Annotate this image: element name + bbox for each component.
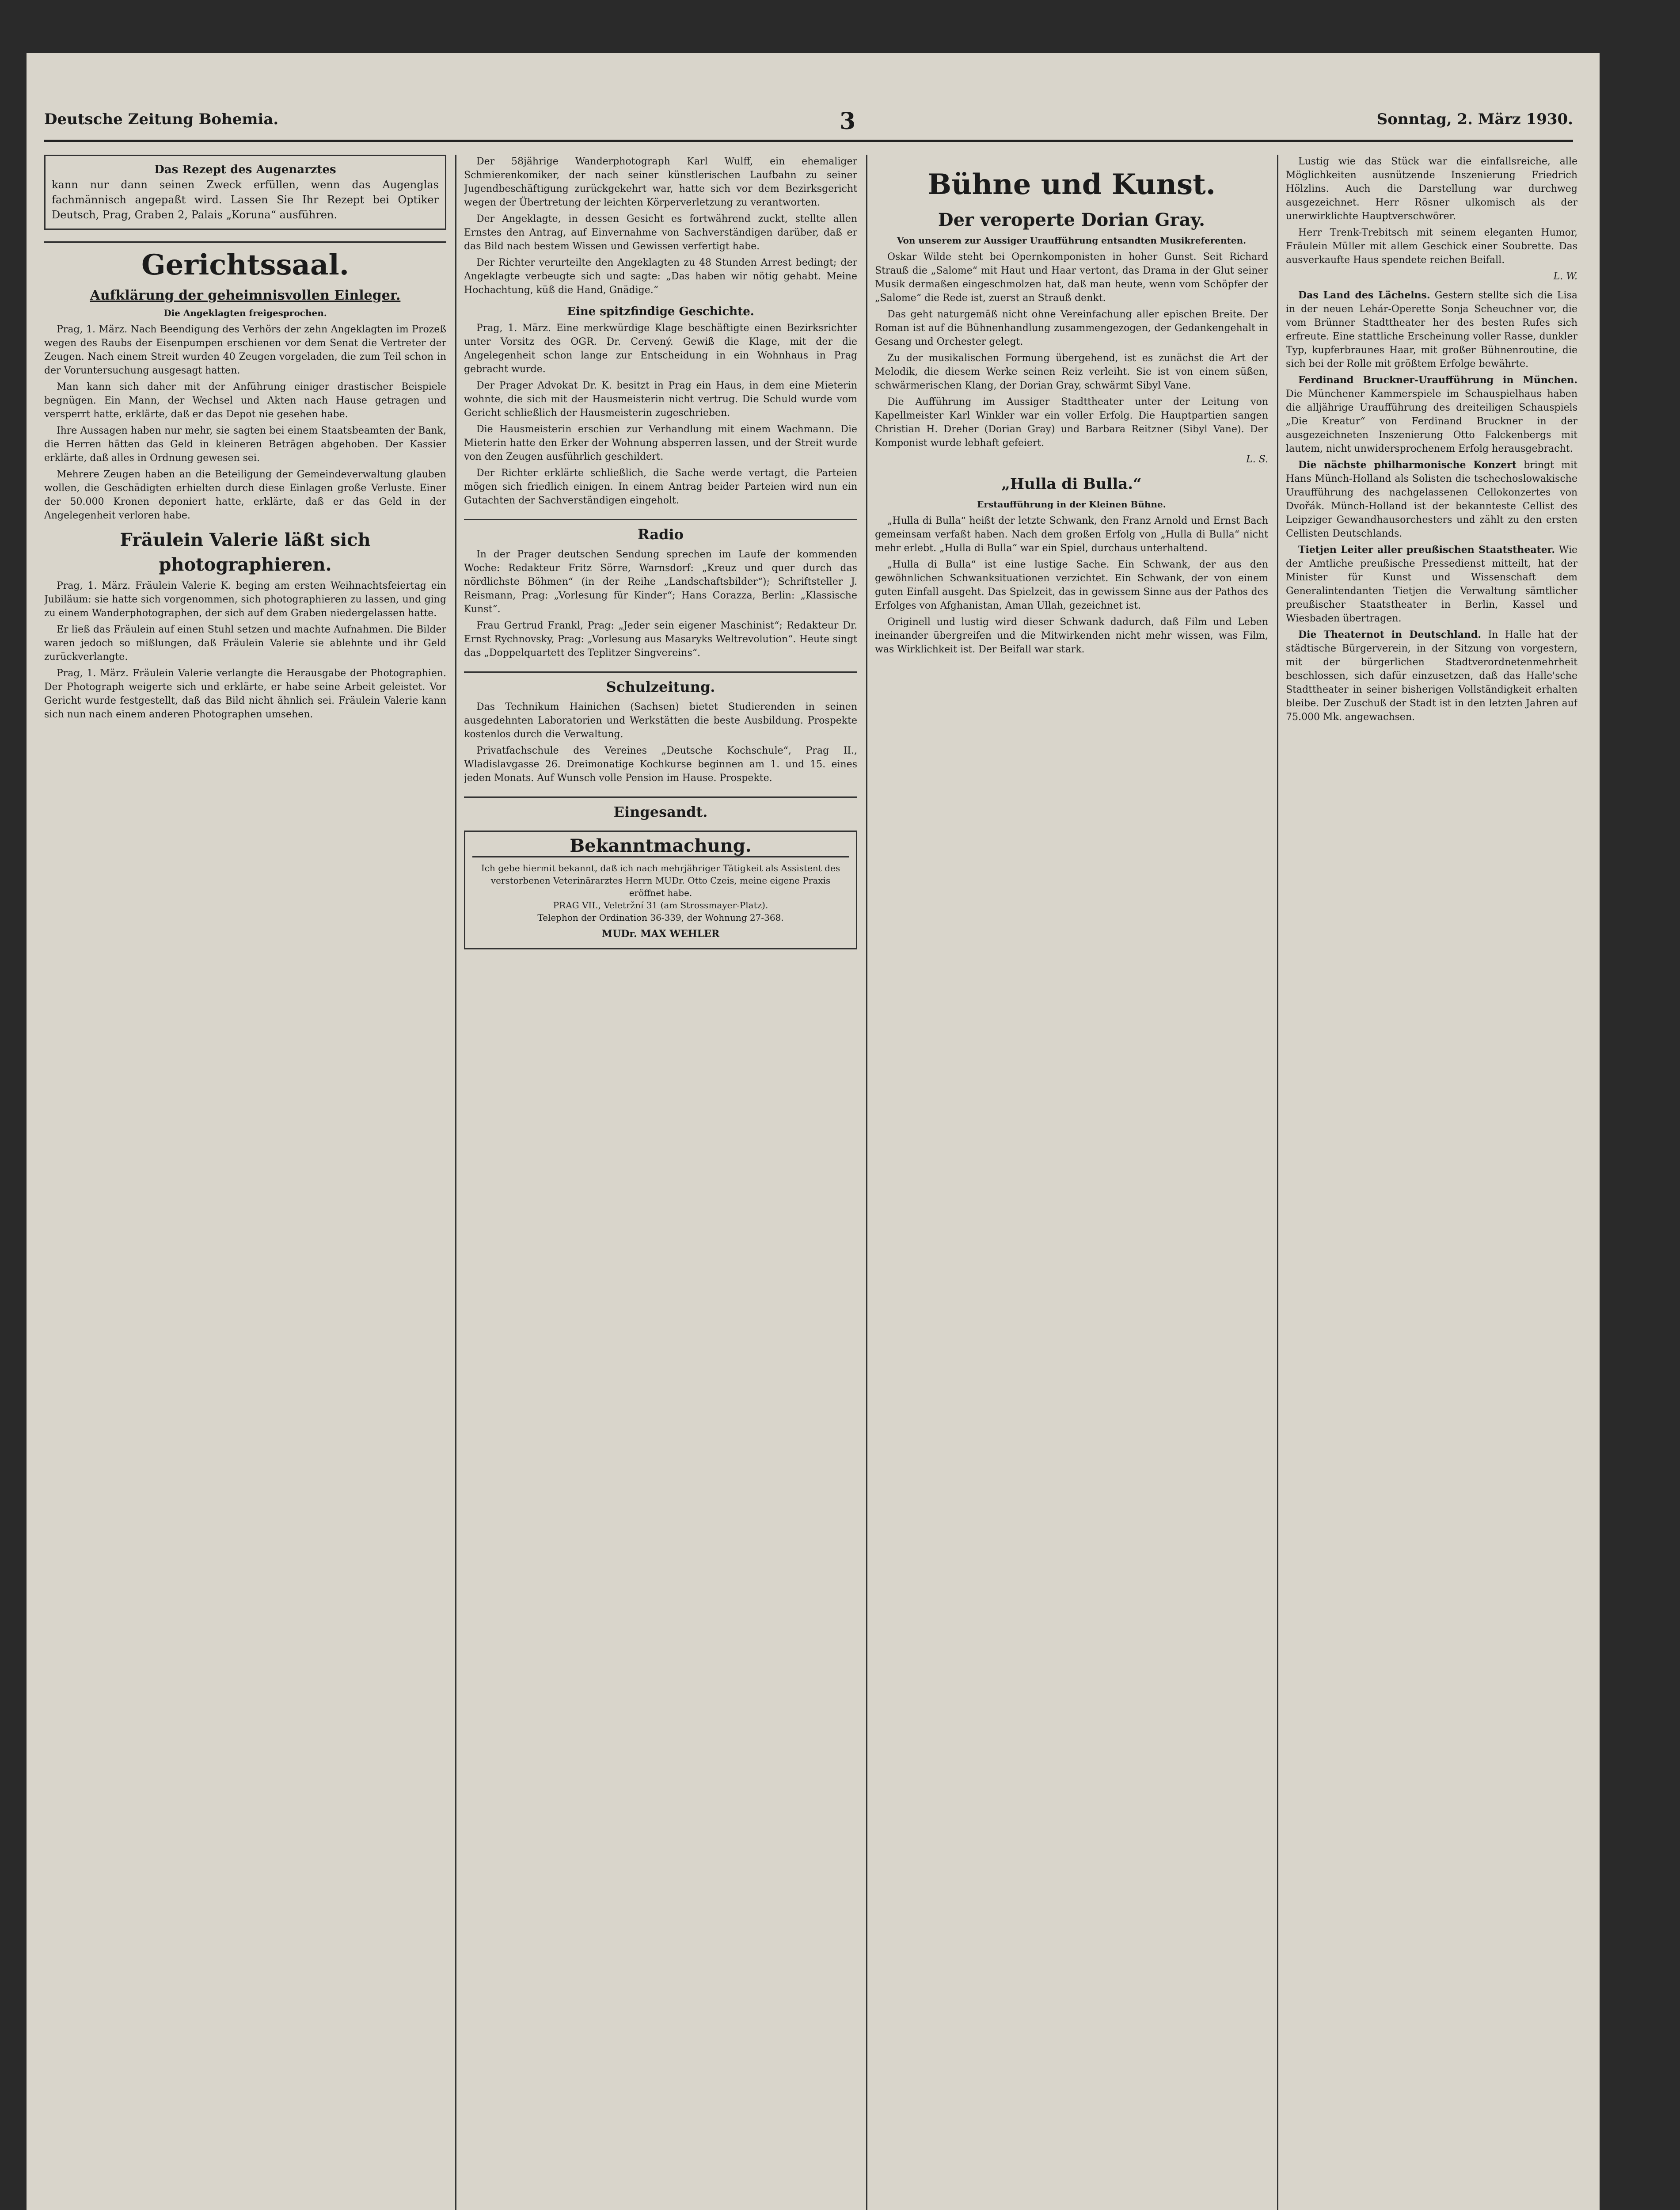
notice-text: kann nur dann seinen Zweck erfüllen, wenn das Augenglas fachmännisch angepaßt wird. Lassen Sie Ihr Rezept bei Optiker Deutsch, Prag, Graben 2, Palais „Koruna“ ausführen. xyxy=(52,179,439,221)
note-lead: Die Theaternot in Deutschland. xyxy=(1298,629,1482,640)
article-paragraph: Der 58jährige Wanderphotograph Karl Wulff, ein ehemaliger Schmierenkomiker, der nach seiner künstlerischen Laufbahn zu seiner Jugendbeschäftigung zurückgekehrt war, hatte sich vor dem Bezirksgericht wegen der Übertretung der leichten Körperverletzung zu verantworten. xyxy=(464,156,857,208)
article-subhead: Die Angeklagten freigesprochen. xyxy=(163,308,327,318)
column-3 xyxy=(875,155,1268,2210)
note-lead: Das Land des Lächelns. xyxy=(1298,290,1430,301)
article-subhead: Von unserem zur Aussiger Uraufführung entsandten Musikreferenten. xyxy=(897,235,1247,246)
note-text: bringt mit Hans Münch-Holland als Solisten die tschechoslowakische Uraufführung des nachgelassenen Cellokonzertes von Dvořák. Münch-Holland ist der bekannteste Cellist des Leipziger Gewandhausorchesters und zählt zu den ersten Cellisten Deutschlands. xyxy=(1286,460,1577,539)
ad-text: Ich gebe hiermit bekannt, daß ich nach mehrjähriger Tätigkeit als Assistent des verstorbenen Veterinärarztes Herrn MUDr. Otto Czeis, meine eigene Praxis eröffnet habe. xyxy=(481,863,840,898)
note-text: Gestern stellte sich die Lisa in der neuen Lehár-Operette Sonja Scheuchner vor, die vom Brünner Stadttheater her des besten Rufes sich erfreute. Eine stattliche Erscheinung voller Rasse, dunkler Typ, kupferbraunes Haar, mit großer Bühnenroutine, die sich bei der Rolle mit größtem Erfolge bewährte. xyxy=(1286,290,1577,370)
header-rule xyxy=(44,140,1573,142)
page-header xyxy=(44,110,1573,137)
article-paragraph: Prag, 1. März. Fräulein Valerie verlangte die Herausgabe der Photographien. Der Photograph weigerte sich und erklärte, er habe seine Arbeit geleistet. Vor Gericht wurde festgestellt, daß das Bild nicht ähnlich sei. Fräulein Valerie kann sich nun nach einem anderen Photographen umsehen. xyxy=(44,668,446,720)
article-paragraph: Originell und lustig wird dieser Schwank dadurch, daß Film und Leben ineinander übergreifen und die Mitwirkenden nicht mehr wissen, was Film, was Wirklichkeit ist. Der Beifall war stark. xyxy=(875,617,1268,655)
article-paragraph: Herr Trenk-Trebitsch mit seinem eleganten Humor, Fräulein Müller mit allem Geschick einer Soubrette. Das ausverkaufte Haus spendete reichen Beifall. xyxy=(1286,227,1577,266)
column-4 xyxy=(1286,155,1577,2210)
note-text: In Halle hat der städtische Bürgerverein, in der Sitzung von vorgestern, mit der bürgerlichen Stadtverordnetenmehrheit beschlossen, sich dafür einzusetzen, daß das Halle'sche Stadttheater in seiner bisherigen Vollständigkeit erhalten bleibe. Der Zuschuß der Stadt ist in den letzten Jahren auf 75.000 Mk. angewachsen. xyxy=(1286,629,1577,723)
article-paragraph: Der Richter verurteilte den Angeklagten zu 48 Stunden Arrest bedingt; der Angeklagte verbeugte sich und sagte: „Das haben wir nötig gehabt. Meine Hochachtung, küß die Hand, Gnädige.“ xyxy=(464,257,857,296)
newspaper-page xyxy=(27,53,1600,2210)
article-paragraph: Das geht naturgemäß nicht ohne Vereinfachung aller epischen Breite. Der Roman ist auf die Bühnenhandlung zusammengezogen, der Gedankengehalt in Gesang und Orchester gelegt. xyxy=(875,309,1268,347)
article-paragraph: Prag, 1. März. Eine merkwürdige Klage beschäftigte einen Bezirksrichter unter Vorsitz des OGR. Dr. Cervený. Gewiß die Klage, mit der die Angelegenheit schon lange zur Entscheidung in ein Wohnhaus in Prag gebracht wurde. xyxy=(464,323,857,375)
article-paragraph: Prag, 1. März. Fräulein Valerie K. beging am ersten Weihnachtsfeiertag ein Jubiläum: sie hatte sich vorgenommen, sich photographieren zu lassen, und ging zu einem Wanderphotographen, der sich auf dem Graben niedergelassen hatte. xyxy=(44,580,446,619)
article-paragraph: Die Hausmeisterin erschien zur Verhandlung mit einem Wachmann. Die Mieterin hatte den Erker der Wohnung absperren lassen, und der Streit wurde von den Zeugen ausführlich geschildert. xyxy=(464,424,857,462)
section-title-court: Gerichtssaal. xyxy=(44,241,446,283)
article-paragraph: Oskar Wilde steht bei Opernkomponisten in hoher Gunst. Seit Richard Strauß die „Salome“ mit Haut und Haar vertont, das Drama in der Glut seiner Musik dermaßen eingeschmolzen hat, daß man heute, wenn vom Schöpfer der „Salome“ die Rede ist, zuerst an Strauß denkt. xyxy=(875,251,1268,304)
radio-paragraph: Frau Gertrud Frankl, Prag: „Jeder sein eigener Maschinist“; Redakteur Dr. Ernst Rychnovsky, Prag: „Vorlesung aus Masaryks Weltrevolution“. Heute singt das „Doppelquartett des Teplitzer Singvereins“. xyxy=(464,620,857,659)
news-note xyxy=(1286,373,1577,456)
column-divider xyxy=(455,155,456,2210)
article-paragraph: Der Prager Advokat Dr. K. besitzt in Prag ein Haus, in dem eine Mieterin wohnte, die sich mit der Hausmeisterin nicht vertrug. Die Schuld wurde vom Gericht schließlich der Hausmeisterin zugeschrieben. xyxy=(464,380,857,419)
article-signature: L. S. xyxy=(1246,454,1268,465)
column-divider xyxy=(866,155,867,2210)
ad-address: PRAG VII., Veletržní 31 (am Strossmayer-Platz). xyxy=(553,900,768,911)
article-paragraph: Er ließ das Fräulein auf einen Stuhl setzen und machte Aufnahmen. Die Bilder waren jedoch so mißlungen, daß Fräulein Valerie sie ablehnte und ihr Geld zurückverlangte. xyxy=(44,624,446,663)
radio-section-title: Radio xyxy=(464,519,857,544)
issue-date: Sonntag, 2. März 1930. xyxy=(1376,110,1573,128)
ad-signature: MUDr. MAX WEHLER xyxy=(601,928,720,940)
radio-paragraph: In der Prager deutschen Sendung sprechen im Laufe der kommenden Woche: Redakteur Fritz Sörre, Warnsdorf: „Kreuz und quer durch das nördlichste Böhmen“ (in der Reihe „Landschaftsbilder“); Schriftsteller J. Reismann, Prag: „Vorlesung für Kinder“; Hans Corazza, Berlin: „Klassische Kunst“. xyxy=(464,549,857,615)
column-divider xyxy=(1277,155,1278,2210)
optician-notice xyxy=(44,155,446,230)
school-section-title: Schulzeitung. xyxy=(464,671,857,697)
column-2 xyxy=(464,155,857,2210)
article-paragraph: Prag, 1. März. Nach Beendigung des Verhörs der zehn Angeklagten im Prozeß wegen des Raubs der Eisenpumpen erschienen vor dem Senat die Vertreter der Zeugen. Nach einem Streit wurden 40 Zeugen vorgeladen, die zum Teil schon in der Voruntersuchung ausgesagt hatten. xyxy=(44,324,446,376)
article-paragraph: Der Angeklagte, in dessen Gesicht es fortwährend zuckt, stellte allen Ernstes den Antrag, auf Einvernahme von Sachverständigen darüber, daß er das Bild nach bestem Wissen und Gewissen verfertigt habe. xyxy=(464,213,857,252)
ad-phone: Telephon der Ordination 36-339, der Wohnung 27-368. xyxy=(537,912,784,923)
newspaper-title: Deutsche Zeitung Bohemia. xyxy=(44,110,279,128)
article-headline: „Hulla di Bulla.“ xyxy=(1001,475,1142,493)
article-paragraph: „Hulla di Bulla“ heißt der letzte Schwank, den Franz Arnold und Ernst Bach gemeinsam verfaßt haben. Nach dem großen Erfolg von „Hulla di Bulla“ nicht mehr erlebt. „Hulla di Bulla“ war ein Spiel, durchaus unterhaltend. xyxy=(875,515,1268,554)
school-paragraph: Das Technikum Hainichen (Sachsen) bietet Studierenden in seinen ausgedehnten Laboratorien und Werkstätten die beste Ausbildung. Prospekte kostenlos durch die Verwaltung. xyxy=(464,701,857,740)
news-note xyxy=(1286,289,1577,371)
article-headline: Der veroperte Dorian Gray. xyxy=(938,210,1205,230)
article-paragraph: Zu der musikalischen Formung übergehend, ist es zunächst die Art der Melodik, die diesem Werke seinen Reiz verleiht. Sie ist von einem süßen, schwärmerischen Klang, der Dorian Gray, schwärmt Sibyl Vane. xyxy=(875,353,1268,391)
article-paragraph: Mehrere Zeugen haben an die Beteiligung der Gemeindeverwaltung glauben wollen, die Geschädigten erhielten durch diese Einlagen große Verluste. Einer der 50.000 Kronen deponiert hatte, erklärte, daß er das Geld in der Angelegenheit verloren habe. xyxy=(44,469,446,521)
note-lead: Tietjen Leiter aller preußischen Staatstheater. xyxy=(1298,544,1555,556)
article-paragraph: Man kann sich daher mit der Anführung einiger drastischer Beispiele begnügen. Ein Mann, der Wechsel und Akten nach Hause getragen und versperrt hatte, erklärte, daß er das Depot nie gesehen habe. xyxy=(44,381,446,420)
note-lead: Ferdinand Bruckner-Uraufführung in München. xyxy=(1298,374,1577,386)
article-paragraph: Lustig wie das Stück war die einfallsreiche, alle Möglichkeiten ausnützende Inszenierung Friedrich Hölzlins. Auch die Darstellung war durchweg ausgezeichnet. Herr Rösner ulkomisch als der unerwirklichte Hauptverschwörer. xyxy=(1286,156,1577,222)
article-headline: Aufklärung der geheimnisvollen Einleger. xyxy=(90,288,401,303)
school-paragraph: Privatfachschule des Vereines „Deutsche Kochschule“, Prag II., Wladislavgasse 26. Dreimonatige Kochkurse beginnen am 1. und 15. eines jeden Monats. Auf Wunsch volle Pension im Hause. Prospekte. xyxy=(464,745,857,784)
section-title-arts: Bühne und Kunst. xyxy=(927,168,1216,201)
article-signature: L. W. xyxy=(1553,271,1577,282)
article-paragraph: „Hulla di Bulla“ ist eine lustige Sache. Ein Schwank, der aus den gewöhnlichen Schwanksituationen verzichtet. Ein Schwank, der von einem guten Einfall ausgeht. Das Spielzeit, das in gewissem Sinne aus der Pathos des Erfolges von Afghanistan, Aman Ullah, gezeichnet ist. xyxy=(875,559,1268,611)
news-note xyxy=(1286,543,1577,625)
note-text: Die Münchener Kammerspiele im Schauspielhaus haben die alljährige Uraufführung des dreiteiligen Schauspiels „Die Kreatur“ von Ferdinand Bruckner in der ausgezeichneten Inszenierung Otto Falckenbergs mit lautem, nicht unwidersprochenem Erfolg herausgebracht. xyxy=(1286,389,1577,454)
article-paragraph: Ihre Aussagen haben nur mehr, sie sagten bei einem Staatsbeamten der Bank, die Herren hätten das Geld in kleineren Beträgen abgehoben. Der Kassier erklärte, daß alles in Ordnung gewesen sei. xyxy=(44,425,446,464)
notice-title: Das Rezept des Augenarztes xyxy=(154,163,336,176)
page-number: 3 xyxy=(840,108,856,135)
eingesandt-title: Eingesandt. xyxy=(464,796,857,822)
article-headline: Fräulein Valerie läßt sich photographieren. xyxy=(120,530,371,575)
news-note xyxy=(1286,458,1577,541)
news-note xyxy=(1286,628,1577,724)
article-subhead: Erstaufführung in der Kleinen Bühne. xyxy=(977,499,1166,510)
note-lead: Die nächste philharmonische Konzert xyxy=(1298,459,1517,471)
article-headline: Eine spitzfindige Geschichte. xyxy=(567,305,754,318)
ad-title: Bekanntmachung. xyxy=(472,839,849,857)
column-1 xyxy=(44,155,446,2210)
announcement-ad xyxy=(464,831,857,949)
article-paragraph: Der Richter erklärte schließlich, die Sache werde vertagt, die Parteien mögen sich friedlich einigen. In einem Antrag beider Parteien wird nun ein Gutachten der Sachverständigen eingeholt. xyxy=(464,468,857,506)
article-paragraph: Die Aufführung im Aussiger Stadttheater unter der Leitung von Kapellmeister Karl Winkler war ein voller Erfolg. Die Hauptpartien sangen Christian H. Dreher (Dorian Gray) und Barbara Reitzner (Sibyl Vane). Der Komponist wurde lebhaft gefeiert. xyxy=(875,396,1268,449)
note-text: Wie der Amtliche preußische Pressedienst mitteilt, hat der Minister für Kunst und Wissenschaft dem Generalintendanten Tietjen die Verwaltung sämtlicher preußischer Staatstheater in Berlin, Kassel und Wiesbaden übertragen. xyxy=(1286,545,1577,624)
